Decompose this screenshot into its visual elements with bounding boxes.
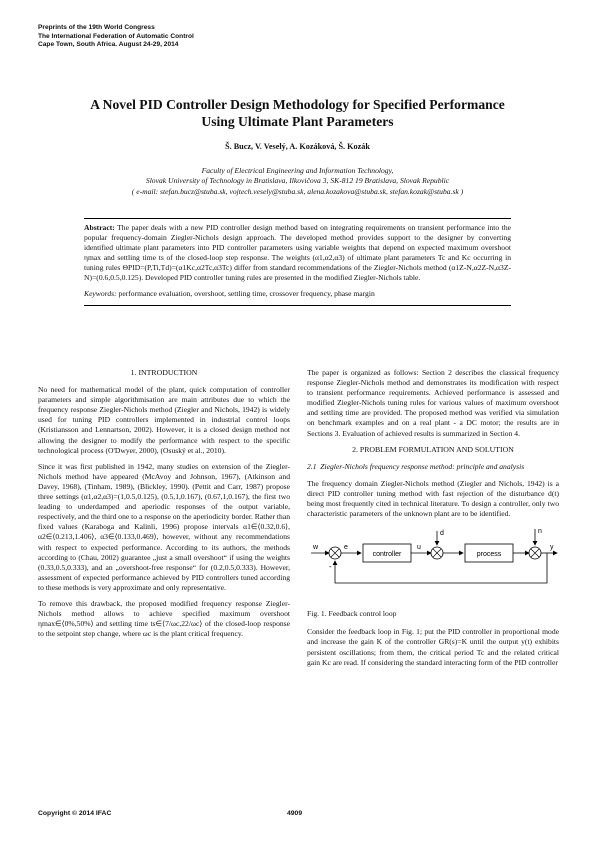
- abstract: [84, 223, 511, 284]
- figure-caption: Fig. 1. Feedback control loop: [307, 609, 397, 619]
- affiliation-line-1: Faculty of Electrical Engineering and Information Technology,: [201, 166, 394, 175]
- header-line-1: Preprints of the 19th World Congress: [38, 24, 155, 31]
- title-line-2: Using Ultimate Plant Parameters: [201, 113, 394, 129]
- copyright: Copyright © 2014 IFAC: [38, 810, 112, 817]
- keywords-text: performance evaluation, overshoot, settling time, crossover frequency, phase margin: [118, 288, 375, 298]
- affiliation: [38, 166, 557, 197]
- title-line-1: A Novel PID Controller Design Methodology for Specified Performance: [90, 97, 505, 112]
- conference-header: [38, 24, 194, 50]
- keywords-label: Keywords:: [84, 288, 117, 298]
- label-e: e: [344, 544, 348, 552]
- affiliation-line-3: ( e-mail: stefan.bucz@stuba.sk, vojtech.vesely@stuba.sk, alena.kozakova@stuba.sk, stefan.kozak@stuba.sk ): [131, 186, 464, 196]
- header-line-2: The International Federation of Automatic Control: [38, 32, 194, 40]
- header-line-3: Cape Town, South Africa. August 24-29, 2014: [38, 41, 179, 49]
- left-column: [38, 368, 290, 645]
- abstract-box: [84, 218, 511, 306]
- page-number: 4909: [287, 810, 303, 817]
- section-2-heading: 2. PROBLEM FORMULATION AND SOLUTION: [352, 444, 514, 454]
- label-w: w: [313, 544, 319, 552]
- section-1-heading: 1. INTRODUCTION: [130, 368, 198, 377]
- subsection-number: 2.1: [307, 461, 317, 471]
- controller-label: controller: [372, 551, 402, 559]
- intro-paragraph-2: Since it was first published in 1942, many studies on extension of the Ziegler-Nichols method have appeared (McAvoy and Johnson, 1967), (Atkinson and Davey, 1968), (Tinham, 1989), (Blickley, 1990). (Pettit and Carr, 1987) propose three settings (α1,α2,α3)=(1,0.5,0.125), (0.5,1,0.167), (0.67,1,0.167), the first two leading to underdamped and aperiodic responses of the output variable, respectively, and the third one to a response on the aperiodicity border. Rather than fixed values (Karaboga and Kalinli, 1996) propose intervals α1∈⟨0.32,0.6⟩, α2∈⟨0.213,1.406⟩, α3∈⟨0.133,0.469⟩, however, without any recommendations with respect to expected performance. According to its authors, the methods according to (Chau, 2002) guarantee „just a small overshoot“ if using the weights (0.33,0.5,0.333), and an „overshoot-free response“ for (0.2,0.5,0.333). However, assessment of expected performance achieved by PID controllers tuned according to these methods is very approximate and only representative.: [38, 461, 290, 592]
- feedback-loop-svg: [307, 525, 559, 595]
- abstract-text: The paper deals with a new PID controller design method based on integrating requirements on transient performance into the popular frequency-domain Ziegler-Nichols design approach. The developed method provides support to the designer by converting identified ultimate plant parameters into PID controller parameters using variable weights that depend on expected maximum overshoot ηmax and settling time ts of the closed-loop step response. The weights (α1,α2,α3) of ultimate plant parameters Tc and Kc occurring in tuning rules ΘPID=(P,Ti,Td)=(α1Kc,α2Tc,α3Tc) differ from standard recommendations of the Ziegler-Nichols method (α1Z-N,α2Z-N,α3Z-N)=(0.6,0.5,0.125). Developed PID controller tuning rules are presented in the modified Ziegler-Nichols table.: [84, 223, 511, 283]
- label-n: n: [538, 528, 542, 536]
- right-column: [307, 368, 559, 674]
- subsection-title: Ziegler-Nichols frequency response method: principle and analysis: [320, 461, 525, 471]
- keywords: [84, 289, 511, 299]
- zn-method-paragraph: The frequency domain Ziegler-Nichols method (Ziegler and Nichols, 1942) is a direct PID controller tuning method with fast rejection of the disturbance d(t) being most frequently cited in technical literature. To design a controller, only two characteristic parameters of the unknown plant are to be identified.: [307, 478, 559, 519]
- feedback-loop-diagram: [307, 525, 559, 595]
- organization-paragraph: The paper is organized as follows: Section 2 describes the classical frequency response Ziegler-Nichols method and demonstrates its modification with respect to transient performance requirements. Achieved performance is assessed and modified Ziegler-Nichols tuning rules for various values of maximum overshoot and settling time are provided. The proposed method was verified via simulation on benchmark examples and on a real plant - a DC motor; the results are in Sections 3. Evaluation of achieved results is summarized in Section 4.: [307, 368, 559, 438]
- label-u: u: [417, 544, 421, 552]
- intro-paragraph-1: No need for mathematical model of the plant, quick computation of controller parameters and simple algorithmisation are main attributes due to which the frequency response Ziegler-Nichols method (Ziegler and Nichols, 1942) is widely used for tuning PID controllers implemented in industrial control loops (Kristiansson and Lennartson, 2002). However, it is a closed design method not allowing the designer to modify the performance with respect to the specific technological process (O'Dwyer, 2000), (Osuský et al., 2010).: [38, 385, 290, 455]
- abstract-label: Abstract:: [84, 223, 115, 232]
- feedback-loop-paragraph: Consider the feedback loop in Fig. 1; put the PID controller in proportional mode and increase the gain K of the controller GR(s)=K until the output y(t) exhibits persistent oscillations; from them, the critical period Tc and the related critical gain Kc are read. If considering the standard interacting form of the PID controller: [307, 627, 559, 667]
- label-minus: -: [329, 562, 332, 572]
- label-d: d: [440, 530, 444, 538]
- paper-title: [60, 97, 535, 130]
- authors: Š. Bucz, V. Veselý, A. Kozáková, Š. Kozák: [225, 142, 370, 151]
- intro-paragraph-3: To remove this drawback, the proposed modified frequency response Ziegler-Nichols method allows to achieve specified maximum overshoot ηmax∈⟨0%,50%⟩ and settling time ts∈⟨7/ωc,22/ωc⟩ of the closed-loop response to the setpoint step change, where ωc is the plant critical frequency.: [38, 598, 290, 639]
- affiliation-line-2: Slovak University of Technology in Bratislava, Ilkovičova 3, SK-812 19 Bratislava, Slovak Republic: [145, 176, 450, 186]
- process-label: process: [476, 551, 502, 559]
- subsection-2-1-heading: [307, 462, 559, 472]
- label-y: y: [550, 544, 554, 552]
